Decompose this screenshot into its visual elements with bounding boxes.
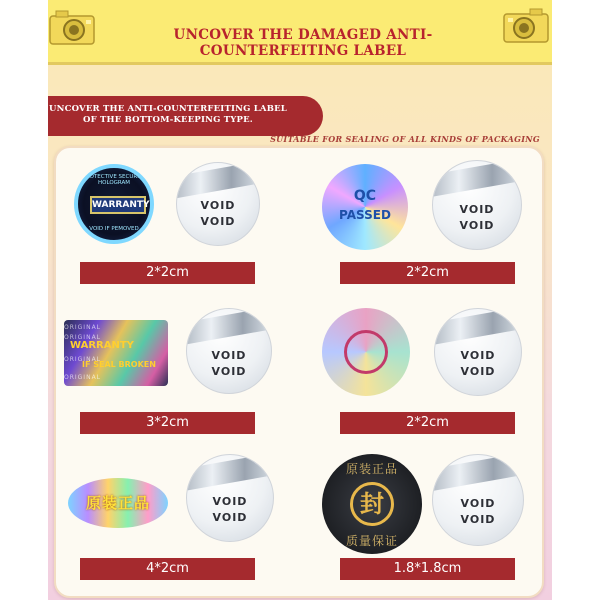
void-text: VOID xyxy=(200,215,236,228)
sticker-ring-text: VOID IF PEMOVED xyxy=(89,226,139,232)
samples-card xyxy=(54,146,544,598)
banner-line-2: OF THE BOTTOM-KEEPING TYPE. xyxy=(83,115,253,125)
void-text: VOID xyxy=(212,511,248,524)
rect-warranty-hologram xyxy=(64,320,168,386)
void-residue-sticker xyxy=(434,308,522,396)
void-text: VOID xyxy=(211,349,247,362)
section-banner xyxy=(48,96,323,136)
sticker-sub-text: IF SEAL BROKEN xyxy=(82,360,156,369)
page-title: UNCOVER THE DAMAGED ANTI-COUNTERFEITING LABEL xyxy=(173,27,433,59)
seal-ring xyxy=(344,330,388,374)
warranty-hologram-sticker xyxy=(74,164,154,244)
dark-seal-sticker xyxy=(322,454,422,554)
qc-passed-sticker xyxy=(322,164,408,250)
void-text: VOID xyxy=(459,219,495,232)
void-text: VOID xyxy=(200,199,236,212)
sticker-ring-text: PROTECTIVE SECURITY HOLOGRAM xyxy=(82,174,146,186)
void-text: VOID xyxy=(211,365,247,378)
void-text: VOID xyxy=(460,497,496,510)
size-label: 2*2cm xyxy=(340,412,515,434)
camera-icon xyxy=(502,8,550,44)
pattern-text: ORIGINAL xyxy=(64,334,102,341)
oval-hologram-sticker xyxy=(68,478,168,528)
sticker-main-text: 封 xyxy=(350,482,394,526)
size-label: 2*2cm xyxy=(80,262,255,284)
sticker-main-text: QC xyxy=(353,188,377,204)
void-residue-sticker xyxy=(186,308,272,394)
void-text: VOID xyxy=(460,365,496,378)
camera-icon xyxy=(48,10,96,46)
size-label: 3*2cm xyxy=(80,412,255,434)
void-residue-sticker xyxy=(176,162,260,246)
size-label: 1.8*1.8cm xyxy=(340,558,515,580)
void-residue-sticker xyxy=(432,160,522,250)
banner-text xyxy=(48,104,288,126)
sticker-ring-text: 质量保证 xyxy=(345,534,398,548)
pattern-text: ORIGINAL xyxy=(64,374,102,381)
pattern-text: ORIGINAL xyxy=(64,324,102,331)
size-label: 4*2cm xyxy=(80,558,255,580)
void-text: VOID xyxy=(212,495,248,508)
void-residue-sticker xyxy=(186,454,274,542)
sticker-main-text: 原装正品 xyxy=(85,494,150,512)
void-residue-sticker xyxy=(432,454,524,546)
sticker-sub-text: PASSED xyxy=(339,208,391,222)
sticker-main-text: WARRANTY xyxy=(70,340,134,351)
size-label: 2*2cm xyxy=(340,262,515,284)
sticker-ring-text: 原装正品 xyxy=(345,462,398,476)
banner-line-1: UNCOVER THE ANTI-COUNTERFEITING LABEL xyxy=(49,104,287,114)
void-text: VOID xyxy=(460,349,496,362)
void-text: VOID xyxy=(459,203,495,216)
pattern-text: ORIGINAL xyxy=(64,356,102,363)
header-band xyxy=(48,0,552,62)
header-divider xyxy=(48,62,552,65)
seal-hologram-sticker xyxy=(322,308,410,396)
void-text: VOID xyxy=(460,513,496,526)
suitable-note: SUITABLE FOR SEALING OF ALL KINDS OF PACKAGING xyxy=(270,134,540,144)
sticker-main-text: WARRANTY xyxy=(90,196,146,214)
product-page xyxy=(48,0,552,600)
